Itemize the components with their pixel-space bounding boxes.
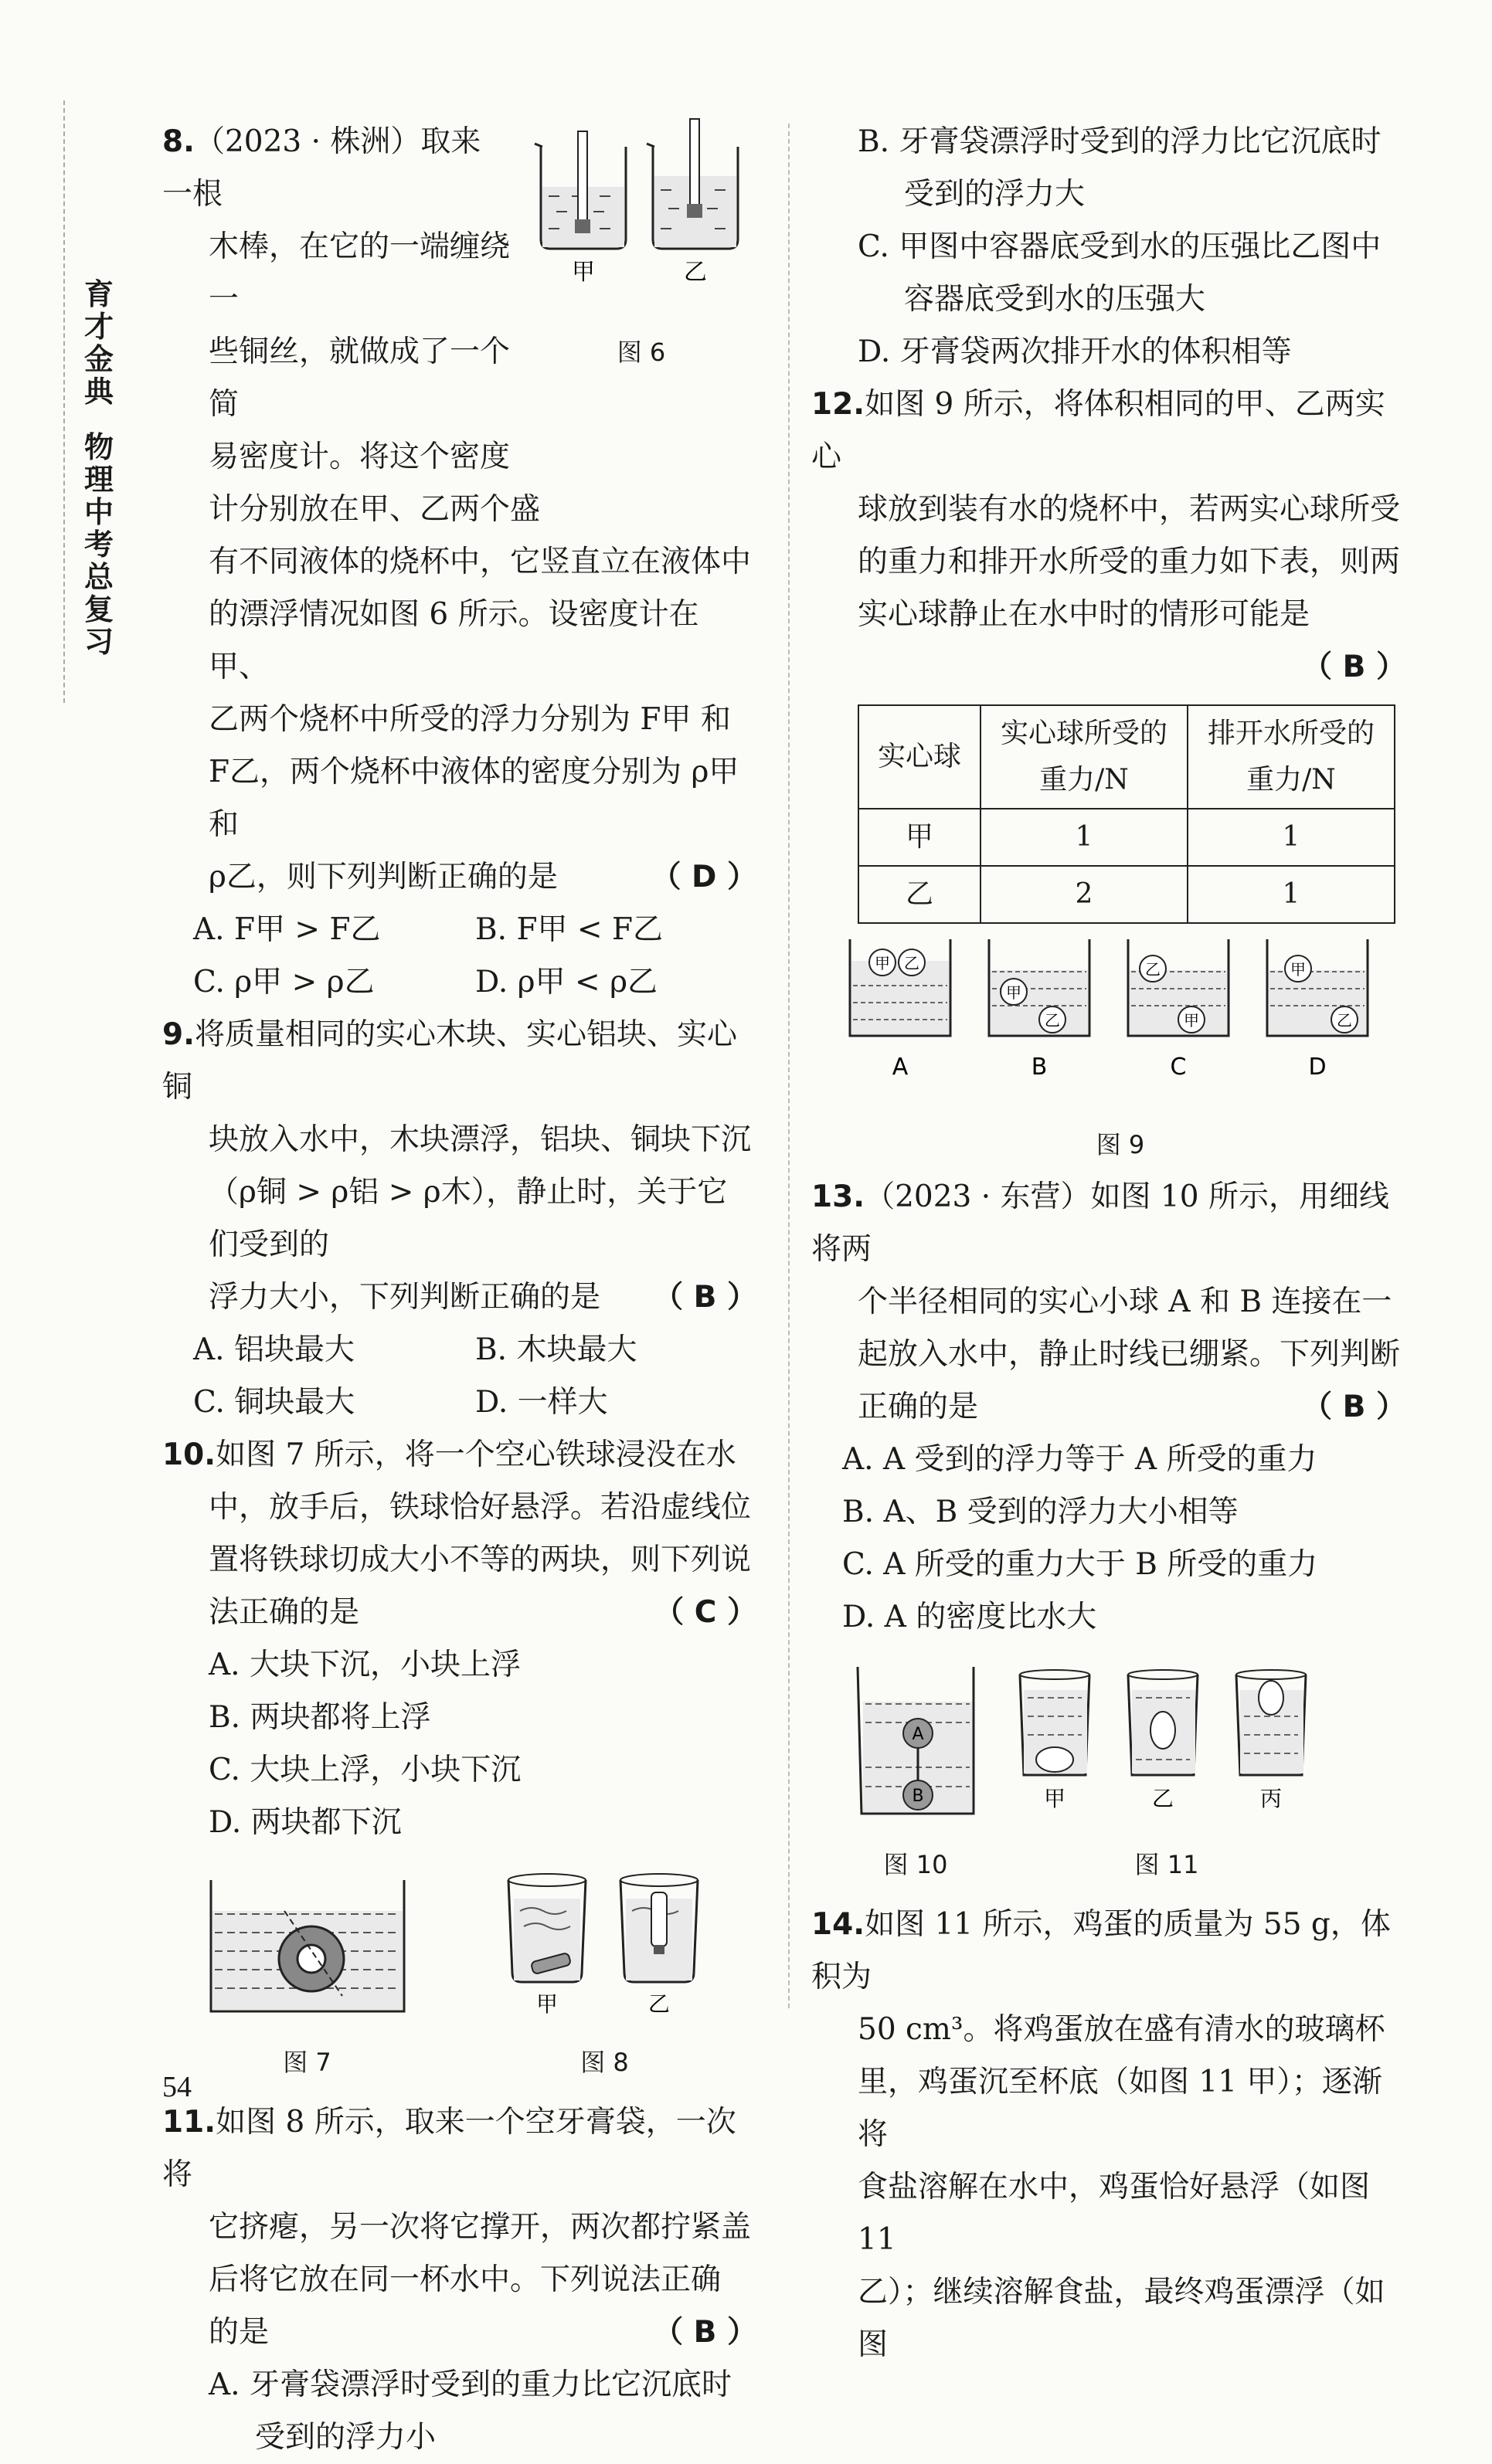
option-b: B. A、B 受到的浮力大小相等 [842, 1495, 1239, 1529]
ball-jia: 甲 [1290, 960, 1306, 979]
fig11-glass-jia [1020, 1670, 1089, 1775]
option-d: D. ρ甲 < ρ乙 [475, 965, 658, 1000]
option-c: C. 铜块最大 [193, 1385, 355, 1420]
option-d: D. A 的密度比水大 [842, 1600, 1097, 1634]
data-table [858, 704, 1395, 924]
side-divider [63, 100, 65, 703]
question-text: 里，鸡蛋沉至杯底（如图 11 甲）；逐渐将 [858, 2065, 1382, 2152]
question-text: 如图 7 所示，将一个空心铁球浸没在水 [216, 1437, 736, 1472]
beaker-yi [647, 119, 738, 249]
figure-9 [811, 932, 1406, 1171]
side-title-char: 典 [83, 375, 114, 409]
side-title-char: 才 [83, 310, 114, 344]
figure-6-caption: 图 6 [617, 338, 666, 367]
figure-7-caption: 图 7 [283, 2048, 331, 2077]
beaker-jia [535, 131, 626, 249]
figure-8-caption: 图 8 [580, 2048, 629, 2077]
side-title-char: 物 [83, 430, 114, 464]
right-column [811, 116, 1406, 2371]
ball-b: B [912, 1787, 924, 1806]
question-text: 些铜丝，就做成了一个简 [209, 334, 511, 422]
figures-7-8 [162, 1865, 757, 2089]
question-text: 起放入水中，静止时线已绷紧。下列判断 [858, 1337, 1401, 1372]
fig9-beaker-d [1267, 939, 1368, 1081]
table-header: 实心球 [858, 705, 981, 809]
question-text: 有不同液体的烧杯中，它竖直立在液体中 [209, 545, 752, 579]
fig11-label-jia: 甲 [1043, 1786, 1066, 1811]
question-number: 13. [811, 1179, 865, 1214]
question-text: 的是 [209, 2315, 270, 2350]
answer-mark: （ B ） [1302, 650, 1406, 684]
fig9-option-a: A [892, 1054, 909, 1081]
fig11-label-bing: 丙 [1259, 1786, 1283, 1811]
ball-yi: 乙 [1337, 1011, 1352, 1030]
question-9 [162, 1009, 757, 1429]
table-cell: 1 [1188, 809, 1395, 866]
figures-10-11 [811, 1659, 1406, 1891]
fig11-glass-bing [1236, 1670, 1306, 1775]
option-c: C. A 所受的重力大于 B 所受的重力 [842, 1547, 1318, 1582]
option-b-cont: 受到的浮力大 [904, 177, 1086, 212]
column-divider [788, 124, 790, 2008]
question-number: 8. [162, 124, 195, 159]
figure-9-beakers [842, 932, 1399, 1101]
ball-yi: 乙 [1145, 960, 1161, 979]
option-c-cont: 容器底受到水的压强大 [904, 282, 1206, 317]
figure-10-caption: 图 10 [883, 1850, 948, 1879]
question-number: 11. [162, 2105, 216, 2140]
figure-7 [207, 1865, 408, 2089]
fig9-option-d: D [1308, 1054, 1327, 1081]
options [162, 1324, 757, 1429]
question-text: 它挤瘪，另一次将它撑开，两次都拧紧盖 [209, 2210, 752, 2245]
side-title-char: 理 [83, 463, 114, 497]
side-title-char: 习 [83, 625, 114, 659]
page-number: 54 [162, 2071, 192, 2103]
side-book-title [83, 278, 114, 658]
fig9-beaker-a [850, 939, 950, 1081]
ball-yi: 乙 [1045, 1011, 1060, 1030]
fig11-glass-yi [1128, 1670, 1198, 1775]
option-d: D. 两块都下沉 [209, 1805, 402, 1840]
question-text: 如图 11 所示，鸡蛋的质量为 55 g，体积为 [811, 1907, 1391, 1994]
option-a: A. 牙膏袋漂浮时受到的重力比它沉底时 [209, 2367, 732, 2402]
table-cell: 1 [981, 809, 1188, 866]
option-d: D. 牙膏袋两次排开水的体积相等 [858, 334, 1292, 369]
question-text: 球放到装有水的烧杯中，若两实心球所受 [858, 492, 1401, 527]
option-b: B. F甲 < F乙 [475, 912, 664, 947]
answer-mark: （ D ） [651, 860, 757, 894]
table-row [858, 866, 1395, 923]
question-text: 乙）；继续溶解食盐，最终鸡蛋漂浮（如图 [858, 2275, 1385, 2362]
side-title-char: 中 [83, 495, 114, 529]
question-text: 食盐溶解在水中，鸡蛋恰好悬浮（如图 11 [858, 2170, 1371, 2257]
fig6-label-yi: 乙 [684, 259, 707, 286]
ball-jia: 甲 [1006, 983, 1021, 1002]
figure-7-iron-ball [207, 1865, 408, 2019]
question-text: 的漂浮情况如图 6 所示。设密度计在甲、 [209, 597, 699, 684]
question-12 [811, 378, 1406, 1171]
question-text: 如图 8 所示，取来一个空牙膏袋，一次将 [162, 2105, 736, 2192]
question-text: 后将它放在同一杯水中。下列说法正确 [209, 2262, 722, 2297]
figure-10-beaker [850, 1659, 981, 1821]
question-text: 易密度计。将这个密度 [209, 440, 511, 474]
question-text: 木棒，在它的一端缠绕一 [209, 229, 511, 317]
question-text: 将质量相同的实心木块、实心铝块、实心铜 [162, 1017, 737, 1105]
figure-8-toothpaste [497, 1865, 713, 2019]
answer-mark: （ C ） [654, 1595, 757, 1630]
question-14 [811, 1899, 1406, 2371]
question-text: 如图 9 所示，将体积相同的甲、乙两实心 [811, 387, 1385, 474]
question-text: 计分别放在甲、乙两个盛 [209, 492, 541, 527]
side-title-char: 育 [83, 277, 114, 311]
question-text: （2023 · 东营）如图 10 所示，用细线将两 [811, 1179, 1389, 1267]
question-11 [162, 2096, 757, 2464]
fig9-option-b: B [1031, 1054, 1048, 1081]
question-number: 12. [811, 387, 865, 422]
figure-11-eggs [1004, 1659, 1329, 1821]
side-title-char: 考 [83, 528, 114, 562]
option-b: B. 牙膏袋漂浮时受到的浮力比它沉底时 [858, 124, 1382, 159]
figure-11-caption: 图 11 [1134, 1850, 1199, 1879]
question-number: 14. [811, 1907, 865, 1942]
question-text: F乙，两个烧杯中液体的密度分别为 ρ甲 和 [209, 755, 739, 842]
table-header: 排开水所受的重力/N [1188, 705, 1395, 809]
option-a: A. 铝块最大 [193, 1332, 355, 1367]
option-b: B. 木块最大 [475, 1332, 637, 1367]
table-header: 实心球所受的重力/N [981, 705, 1188, 809]
option-a: A. 大块下沉，小块上浮 [209, 1648, 521, 1682]
fig8-label-jia: 甲 [535, 1991, 558, 2017]
question-text: 块放入水中，木块漂浮，铝块、铜块下沉 [209, 1122, 752, 1157]
ball-yi: 乙 [904, 954, 919, 972]
question-text: 的重力和排开水所受的重力如下表，则两 [858, 545, 1401, 579]
answer-mark: （ B ） [653, 1280, 757, 1315]
left-column [162, 116, 757, 2464]
question-8 [162, 116, 757, 1009]
question-number: 10. [162, 1437, 216, 1472]
option-c: C. ρ甲 > ρ乙 [193, 965, 375, 1000]
option-b: B. 两块都将上浮 [209, 1700, 431, 1735]
figure-6 [525, 116, 757, 378]
question-text: （ρ铜 > ρ铝 > ρ木），静止时，关于它们受到的 [209, 1175, 728, 1262]
answer-mark: （ B ） [1302, 1390, 1406, 1424]
option-c: C. 大块上浮，小块下沉 [209, 1753, 522, 1787]
question-text: 中，放手后，铁球恰好悬浮。若沿虚线位 [209, 1490, 752, 1525]
side-title-char: 复 [83, 592, 114, 626]
table-cell: 2 [981, 866, 1188, 923]
question-text: 乙两个烧杯中所受的浮力分别为 F甲 和 [209, 702, 731, 737]
question-10 [162, 1429, 757, 2089]
fig11-label-yi: 乙 [1151, 1786, 1174, 1811]
options [162, 904, 757, 1009]
question-text: 法正确的是 [209, 1595, 360, 1630]
fig9-beaker-c [1128, 939, 1229, 1081]
option-c: C. 甲图中容器底受到水的压强比乙图中 [858, 229, 1382, 264]
side-title-char: 总 [83, 560, 114, 594]
option-d: D. 一样大 [475, 1385, 608, 1420]
option-a-cont: 受到的浮力小 [255, 2420, 437, 2455]
table-header-row [858, 705, 1395, 809]
question-text: 浮力大小，下列判断正确的是 [209, 1280, 601, 1315]
table-cell: 乙 [858, 866, 981, 923]
fig6-label-jia: 甲 [572, 259, 595, 286]
figure-6-beakers [525, 116, 757, 309]
question-13 [811, 1171, 1406, 1891]
question-text: 个半径相同的实心小球 A 和 B 连接在一 [858, 1285, 1392, 1319]
question-text: 50 cm³。将鸡蛋放在盛有清水的玻璃杯 [858, 2012, 1385, 2047]
ball-jia: 甲 [875, 954, 890, 972]
option-a: A. A 受到的浮力等于 A 所受的重力 [842, 1442, 1317, 1477]
fig9-option-c: C [1170, 1054, 1187, 1081]
side-title-char: 金 [83, 342, 114, 376]
answer-mark: （ B ） [653, 2315, 757, 2350]
table-cell: 甲 [858, 809, 981, 866]
question-text: 实心球静止在水中时的情形可能是 [858, 597, 1310, 632]
question-text: 正确的是 [858, 1390, 979, 1424]
ball-jia: 甲 [1184, 1011, 1199, 1030]
question-text: （2023 · 株洲）取来一根 [162, 124, 481, 212]
fig8-beaker-yi [620, 1874, 698, 1982]
fig8-beaker-jia [508, 1874, 586, 1982]
fig9-beaker-b [989, 939, 1089, 1081]
question-text: 置将铁球切成大小不等的两块，则下列说 [209, 1543, 752, 1577]
figure-8 [497, 1865, 713, 2089]
figure-9-caption: 图 9 [1096, 1130, 1145, 1159]
figure-10 [850, 1659, 981, 1891]
table-row [858, 809, 1395, 866]
question-text: ρ乙，则下列判断正确的是 [209, 860, 558, 894]
ball-a: A [912, 1725, 924, 1744]
fig8-label-yi: 乙 [647, 1991, 670, 2017]
question-number: 9. [162, 1017, 195, 1052]
figure-11 [1004, 1659, 1329, 1891]
option-a: A. F甲 > F乙 [193, 912, 381, 947]
table-cell: 1 [1188, 866, 1395, 923]
